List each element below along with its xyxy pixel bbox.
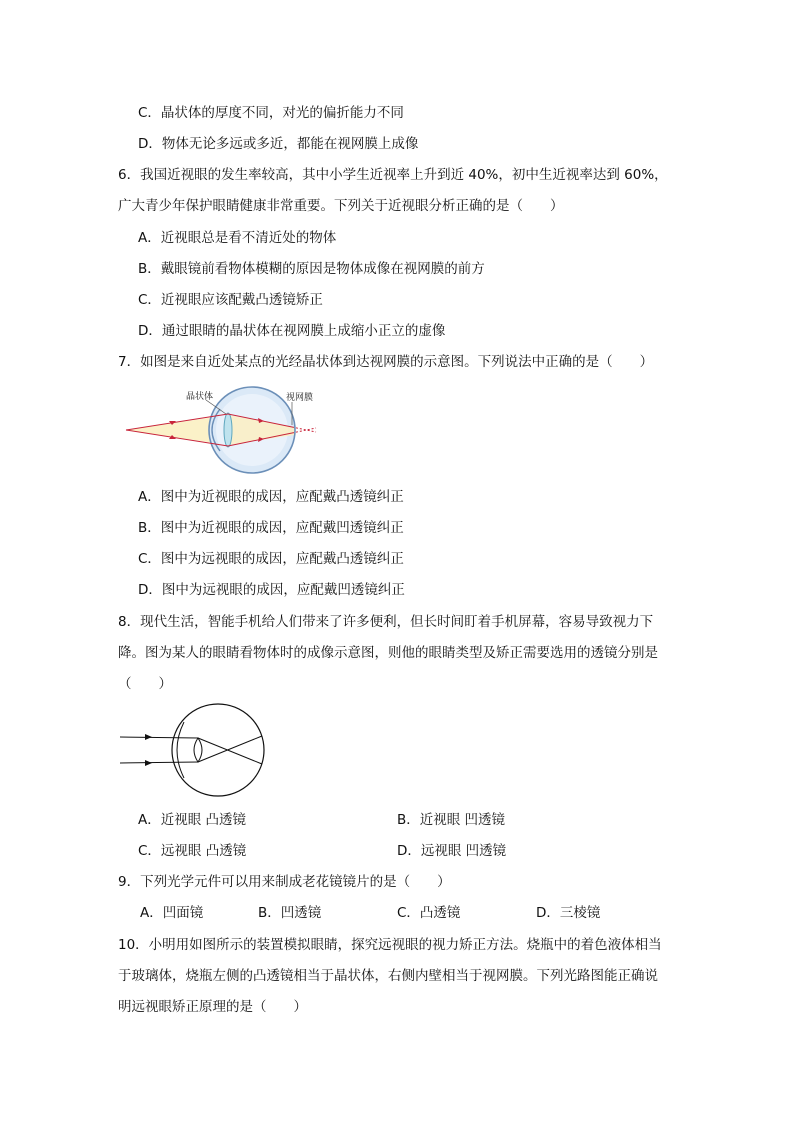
q7-stem: 7．如图是来自近处某点的光经晶状体到达视网膜的示意图。下列说法中正确的是（ ） xyxy=(118,354,654,370)
q8-option-b: B．近视眼 凹透镜 xyxy=(397,812,506,828)
q6-stem-line1: 6．我国近视眼的发生率较高，其中小学生近视率上升到近 40%，初中生近视率达到 60%， xyxy=(118,167,668,183)
q6-stem-line2: 广大青少年保护眼睛健康非常重要。下列关于近视眼分析正确的是（ ） xyxy=(118,198,564,214)
q7-lens xyxy=(224,413,232,447)
q6-option-c: C．近视眼应该配戴凸透镜矫正 xyxy=(138,292,323,308)
q8-stem-line2: 降。图为某人的眼睛看物体时的成像示意图，则他的眼睛类型及矫正需要选用的透镜分别是 xyxy=(118,645,658,661)
q6-option-d: D．通过眼睛的晶状体在视网膜上成缩小正立的虚像 xyxy=(138,323,446,339)
q8-light-rays xyxy=(120,736,262,764)
q10-stem-line2: 于玻璃体，烧瓶左侧的凸透镜相当于晶状体，右侧内壁相当于视网膜。下列光路图能正确说 xyxy=(118,968,658,984)
q9-option-b: B．凹透镜 xyxy=(258,905,322,921)
q8-stem-line3: （ ） xyxy=(118,676,172,692)
q10-stem-line1: 10．小明用如图所示的装置模拟眼睛，探究远视眼的视力矫正方法。烧瓶中的着色液体相当 xyxy=(118,937,662,953)
q9-stem: 9．下列光学元件可以用来制成老花镜镜片的是（ ） xyxy=(118,874,451,890)
q9-option-a: A．凹面镜 xyxy=(140,905,204,921)
q8-stem-line1: 8．现代生活，智能手机给人们带来了许多便利，但长时间盯着手机屏幕，容易导致视力下 xyxy=(118,614,654,630)
q8-option-c: C．远视眼 凸透镜 xyxy=(138,843,247,859)
q8-eye-diagram xyxy=(118,702,268,798)
q7-eye-diagram xyxy=(124,383,324,473)
q7-option-b: B．图中为近视眼的成因，应配戴凹透镜纠正 xyxy=(138,520,404,536)
q7-label-retina: 视网膜 xyxy=(286,393,314,403)
q6-option-a: A．近视眼总是看不清近处的物体 xyxy=(138,230,337,246)
q7-option-c: C．图中为远视眼的成因，应配戴凸透镜纠正 xyxy=(138,551,404,567)
q10-stem-line3: 明远视眼矫正原理的是（ ） xyxy=(118,999,307,1015)
q7-option-a: A．图中为近视眼的成因，应配戴凸透镜纠正 xyxy=(138,489,404,505)
q8-lens xyxy=(194,738,202,762)
q7-label-lens: 晶状体 xyxy=(186,392,214,402)
q9-option-c: C．凸透镜 xyxy=(397,905,461,921)
q8-eyeball xyxy=(172,704,264,796)
q8-option-a: A．近视眼 凸透镜 xyxy=(138,812,247,828)
q8-option-d: D．远视眼 凹透镜 xyxy=(397,843,507,859)
q5-option-d: D．物体无论多远或多近，都能在视网膜上成像 xyxy=(138,136,419,152)
q7-option-d: D．图中为远视眼的成因，应配戴凹透镜纠正 xyxy=(138,582,405,598)
q9-option-d: D．三棱镜 xyxy=(536,905,601,921)
q6-option-b: B．戴眼镜前看物体模糊的原因是物体成像在视网膜的前方 xyxy=(138,261,485,277)
q5-option-c: C．晶状体的厚度不同，对光的偏折能力不同 xyxy=(138,105,404,121)
